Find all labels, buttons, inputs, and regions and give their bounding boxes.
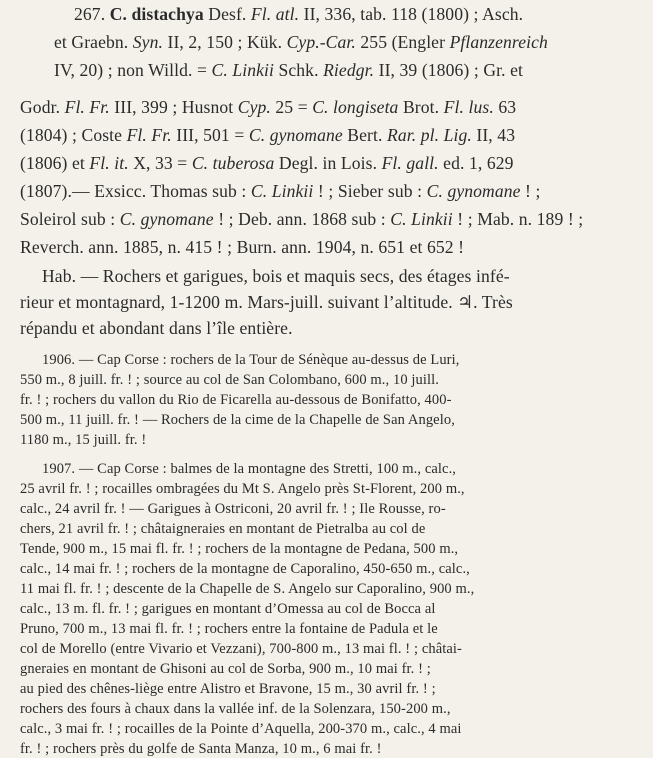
species-name: C. distachya [109, 4, 204, 24]
citation-text: II, 43 [471, 125, 516, 145]
observation-line: chers, 21 avril fr. ! ; châtaigneraies en montant de Pietralba au col de [20, 521, 426, 537]
citation-text: Schk. [273, 60, 324, 80]
citation-italic-text: C. Linkii [250, 181, 314, 201]
citation-text: (1806) et [20, 153, 90, 173]
citation-text: III, 501 = [171, 125, 249, 145]
citation-italic-text: C. gynomane [248, 125, 343, 145]
citation-text: IV, 20) ; non Willd. = [54, 60, 212, 80]
observation-line: 1180 m., 15 juill. fr. ! [20, 432, 147, 448]
citation-italic-text: Fl. it. [89, 153, 129, 173]
citation-italic-text: Fl. Fr. [126, 125, 172, 145]
citation-italic-text: C. longiseta [312, 97, 399, 117]
citation-italic-text: C. gynomane [426, 181, 521, 201]
habitat-line: rieur et montagnard, 1-1200 m. Mars-juill. suivant l’altitude. ♃. Très [20, 292, 513, 312]
observation-line: 1906. — Cap Corse : rochers de la Tour de Sénèque au-dessus de Luri, [42, 352, 460, 368]
observation-line: calc., 24 avril fr. ! — Garigues à Ostriconi, 20 avril fr. ! ; Ile Rousse, ro- [20, 501, 446, 517]
citation-italic-text: Syn. [132, 32, 163, 52]
citation-italic-text: Rar. pl. Lig. [387, 125, 472, 145]
observation-line: 500 m., 11 juill. fr. ! — Rochers de la cime de la Chapelle de San Angelo, [20, 412, 455, 428]
observation-line: 25 avril fr. ! ; rocailles ombragées du Mt S. Angelo près St-Florent, 200 m., [20, 481, 465, 497]
citation-line [0, 32, 653, 53]
citation-text: ! ; Mab. n. 189 ! ; [452, 209, 584, 229]
observation-line: calc., 14 mai fr. ! ; rochers de la montagne de Caporalino, 450-650 m., calc., [20, 561, 470, 577]
citation-text: Brot. [398, 97, 444, 117]
citation-text: 255 (Engler [355, 32, 450, 52]
citation-text: et Graebn. [54, 32, 133, 52]
citation-line [0, 60, 653, 81]
citation-text: ! ; [520, 181, 541, 201]
citation-text: Reverch. ann. 1885, n. 415 ! ; Burn. ann. 1904, n. 651 et 652 ! [20, 237, 465, 257]
observation-line: col de Morello (entre Vivario et Vezzani), 700-800 m., 13 mai fl. ! ; châtai- [20, 641, 462, 657]
entry-number: 267. [74, 4, 106, 24]
observation-line: Pruno, 700 m., 13 mai fl. fr. ! ; rochers entre la fontaine de Padula et le [20, 621, 438, 637]
habitat-line: Hab. — Rochers et garigues, bois et maquis secs, des étages infé- [42, 266, 510, 286]
observation-line: au pied des chênes-liège entre Alistro et Bravone, 15 m., 30 avril fr. ! ; [20, 681, 436, 697]
citation-line [0, 125, 653, 146]
observation-line: rochers des fours à chaux dans la vallée inf. de la Solenzara, 150-200 m., [20, 701, 451, 717]
citation-text: (1807).— Exsicc. Thomas sub : [20, 181, 251, 201]
habitat-line: répandu et abondant dans l’île entière. [20, 318, 293, 338]
observation-line: gneraies en montant de Ghisoni au col de Sorba, 900 m., 10 mai fr. ! ; [20, 661, 431, 677]
observation-line: fr. ! ; rochers du vallon du Rio de Ficarella au-dessous de Bonifatto, 400- [20, 392, 452, 408]
citation-italic-text: Fl. Fr. [64, 97, 110, 117]
citation-text: X, 33 = [128, 153, 192, 173]
entry-title-line [0, 4, 653, 25]
observation-line: fr. ! ; rochers près du golfe de Santa Manza, 10 m., 6 mai fr. ! [20, 741, 382, 757]
citation-text: Degl. in Lois. [274, 153, 382, 173]
observation-line: 1907. — Cap Corse : balmes de la montagne des Stretti, 100 m., calc., [42, 461, 457, 477]
citation-italic-text: Fl. atl. [250, 4, 300, 24]
citation-italic-text: Fl. gall. [381, 153, 439, 173]
citation-italic-text: Fl. lus. [443, 97, 494, 117]
citation-italic-text: Pflanzenreich [449, 32, 548, 52]
citation-text: 25 = [270, 97, 313, 117]
citation-line [0, 97, 653, 118]
citation-text: II, 39 (1806) ; Gr. et [374, 60, 524, 80]
citation-text: Bert. [342, 125, 387, 145]
observation-line: calc., 13 m. fl. fr. ! ; garigues en montant d’Omessa au col de Bocca al [20, 601, 436, 617]
citation-text: ! ; Sieber sub : [313, 181, 427, 201]
citation-text: Soleirol sub : [20, 209, 120, 229]
citation-italic-text: Cyp. [237, 97, 271, 117]
citation-text: II, 336, tab. 118 (1800) ; Asch. [299, 4, 524, 24]
observation-line: calc., 3 mai fr. ! ; rocailles de la Pointe d’Aquella, 200-370 m., calc., 4 mai [20, 721, 462, 737]
citation-text: Godr. [20, 97, 65, 117]
observation-line: 550 m., 8 juill. fr. ! ; source au col de San Colombano, 600 m., 10 juill. [20, 372, 439, 388]
citation-italic-text: C. tuberosa [191, 153, 275, 173]
citation-line [0, 237, 653, 258]
citation-text: III, 399 ; Husnot [109, 97, 238, 117]
citation-line [0, 209, 653, 230]
citation-italic-text: C. Linkii [390, 209, 453, 229]
observation-line: Tende, 900 m., 15 mai fl. fr. ! ; rochers de la montagne de Pedana, 500 m., [20, 541, 459, 557]
citation-line [0, 153, 653, 174]
citation-text: ed. 1, 629 [438, 153, 514, 173]
citation-text: II, 2, 150 ; Kük. [162, 32, 287, 52]
citation-italic-text: C. gynomane [119, 209, 214, 229]
citation-line [0, 181, 653, 202]
observation-line: 11 mai fl. fr. ! ; descente de la Chapelle de S. Angelo sur Caporalino, 900 m., [20, 581, 475, 597]
citation-italic-text: C. Linkii [211, 60, 274, 80]
citation-text: Desf. [208, 4, 251, 24]
citation-text: (1804) ; Coste [20, 125, 127, 145]
citation-italic-text: Riedgr. [323, 60, 375, 80]
citation-text: 63 [493, 97, 517, 117]
citation-line [208, 4, 523, 24]
citation-italic-text: Cyp.-Car. [286, 32, 356, 52]
citation-text: ! ; Deb. ann. 1868 sub : [213, 209, 391, 229]
